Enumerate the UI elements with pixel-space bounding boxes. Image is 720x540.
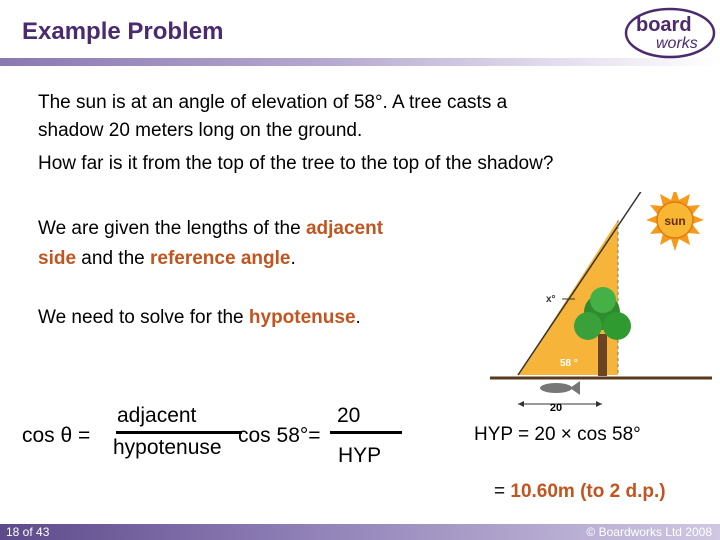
page-number: 18 of 43 (6, 525, 50, 539)
result-equals: = (494, 481, 511, 502)
need-period: . (355, 307, 361, 328)
fraction-numerator: adjacent (117, 404, 197, 427)
fraction-bar-1 (116, 431, 242, 434)
given-highlight-side: side (38, 248, 77, 269)
need-highlight-hypotenuse: hypotenuse (248, 307, 356, 328)
fraction2-denominator: HYP (338, 444, 382, 467)
tree-shadow-diagram (476, 192, 716, 422)
angle-58-label: 58 ° (560, 358, 578, 369)
logo-text-works: works (656, 35, 698, 52)
need-line (38, 305, 361, 331)
fraction-denominator: hypotenuse (113, 436, 222, 459)
sun-icon (646, 192, 704, 251)
rock-icon (540, 381, 580, 395)
given-highlight-adjacent: adjacent (305, 218, 384, 239)
need-text: We need to solve for the (38, 307, 249, 328)
problem-line-2: shadow 20 meters long on the ground. (38, 120, 363, 141)
given-highlight-reference-angle: reference angle (149, 248, 291, 269)
title-rule (0, 58, 720, 66)
fraction2-numerator: 20 (337, 404, 361, 427)
result-line-1: HYP = 20 × cos 58° (474, 424, 641, 445)
logo-text-board: board (636, 14, 692, 36)
cos-theta-label: cos θ = (22, 424, 91, 447)
given-line-2 (38, 246, 296, 272)
copyright: © Boardworks Ltd 2008 (586, 525, 712, 539)
angle-x-label: x° (546, 294, 556, 305)
base-label: 20 (549, 402, 563, 414)
given-text: We are given the lengths of the (38, 218, 306, 239)
given-line-1 (38, 216, 383, 242)
result-highlight: 10.60m (to 2 d.p.) (510, 481, 666, 502)
given-text: and the (76, 248, 150, 269)
cos-58-label: cos 58°= (238, 424, 321, 447)
page-title: Example Problem (22, 18, 224, 45)
problem-line-1: The sun is at an angle of elevation of 58°. A tree casts a (38, 92, 508, 113)
sun-label: sun (664, 214, 686, 228)
fraction-bar-2 (330, 431, 402, 434)
boardworks-logo (622, 4, 718, 62)
given-period: . (290, 248, 296, 269)
result-line-2 (494, 481, 666, 503)
problem-line-3: How far is it from the top of the tree to the top of the shadow? (38, 153, 554, 174)
